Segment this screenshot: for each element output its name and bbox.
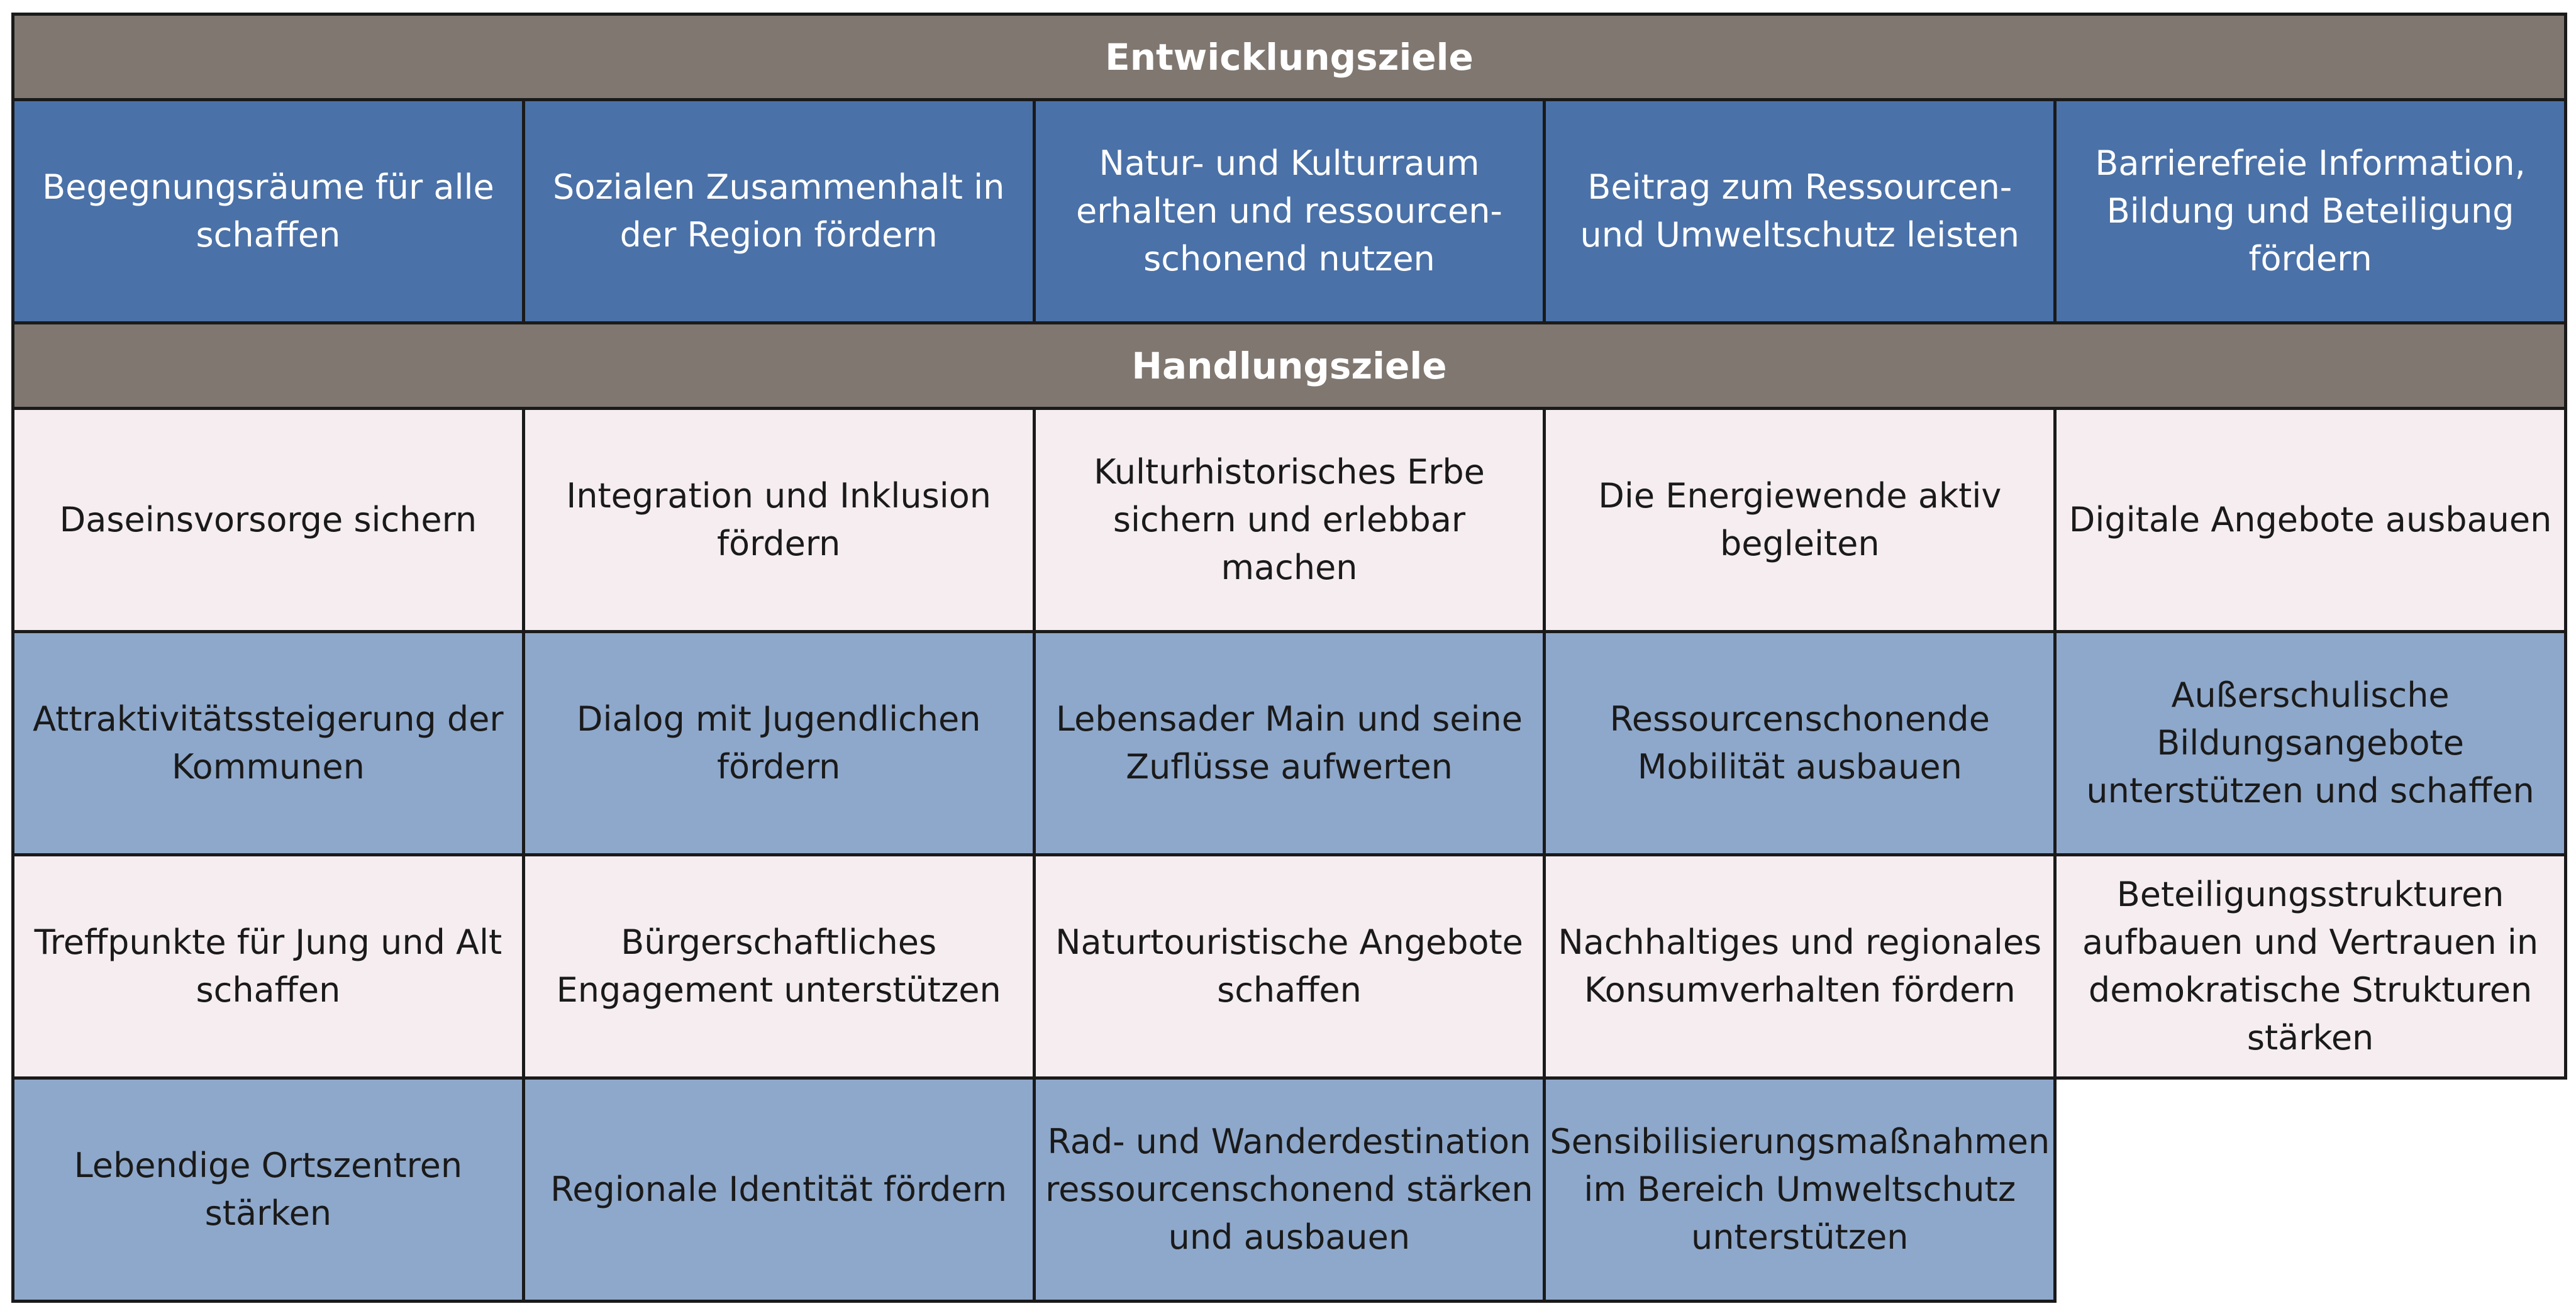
action-goal-cell: Ressourcenschonende Mobilität ausbauen bbox=[1543, 630, 2057, 856]
handlungsziele-row-1 bbox=[11, 407, 2567, 633]
action-goal-cell: Treffpunkte für Jung und Alt schaffen bbox=[11, 853, 525, 1080]
action-goal-cell: Sensibilisierungsmaßnahmen im Bereich Umweltschutz unterstützen bbox=[1543, 1076, 2057, 1303]
action-goal-cell: Nachhaltiges und regionales Konsumverhalten fördern bbox=[1543, 853, 2057, 1080]
development-goal-cell: Sozialen Zusammenhalt in der Region fördern bbox=[522, 98, 1036, 324]
handlungsziele-row-4 bbox=[11, 1076, 2567, 1303]
action-goal-cell: Dialog mit Jugendlichen fördern bbox=[522, 630, 1036, 856]
entwicklungsziele-title: Entwicklungsziele bbox=[1105, 35, 1474, 79]
action-goal-cell: Lebendige Ortszentren stärken bbox=[11, 1076, 525, 1303]
action-goal-cell: Rad- und Wanderdestination ressourcenschonend stärken und ausbauen bbox=[1033, 1076, 1546, 1303]
development-goal-cell: Beitrag zum Ressourcen- und Umweltschutz leisten bbox=[1543, 98, 2057, 324]
goals-table bbox=[11, 13, 2567, 1303]
action-goal-cell: Integration und Inklusion fördern bbox=[522, 407, 1036, 633]
handlungsziele-header bbox=[11, 321, 2567, 410]
handlungsziele-row-2 bbox=[11, 630, 2567, 856]
action-goal-cell: Digitale Angebote ausbauen bbox=[2053, 407, 2567, 633]
entwicklungsziele-row bbox=[11, 98, 2567, 324]
action-goal-cell: Lebensader Main und seine Zuflüsse aufwerten bbox=[1033, 630, 1546, 856]
action-goal-cell: Kulturhistorisches Erbe sichern und erlebbar machen bbox=[1033, 407, 1546, 633]
action-goal-cell: Regionale Identität fördern bbox=[522, 1076, 1036, 1303]
development-goal-cell: Natur- und Kulturraum erhalten und ressourcen-schonend nutzen bbox=[1033, 98, 1546, 324]
development-goal-cell: Begegnungsräume für alle schaffen bbox=[11, 98, 525, 324]
handlungsziele-row-3 bbox=[11, 853, 2567, 1080]
action-goal-cell: Daseinsvorsorge sichern bbox=[11, 407, 525, 633]
empty-cell bbox=[2053, 1076, 2567, 1303]
handlungsziele-title: Handlungsziele bbox=[1131, 344, 1447, 387]
action-goal-cell: Bürgerschaftliches Engagement unterstützen bbox=[522, 853, 1036, 1080]
entwicklungsziele-header bbox=[11, 13, 2567, 101]
action-goal-cell: Beteiligungsstrukturen aufbauen und Vertrauen in demokratische Strukturen stärken bbox=[2053, 853, 2567, 1080]
development-goal-cell: Barrierefreie Information, Bildung und Beteiligung fördern bbox=[2053, 98, 2567, 324]
action-goal-cell: Außerschulische Bildungsangebote unterstützen und schaffen bbox=[2053, 630, 2567, 856]
action-goal-cell: Naturtouristische Angebote schaffen bbox=[1033, 853, 1546, 1080]
action-goal-cell: Die Energiewende aktiv begleiten bbox=[1543, 407, 2057, 633]
action-goal-cell: Attraktivitätssteigerung der Kommunen bbox=[11, 630, 525, 856]
